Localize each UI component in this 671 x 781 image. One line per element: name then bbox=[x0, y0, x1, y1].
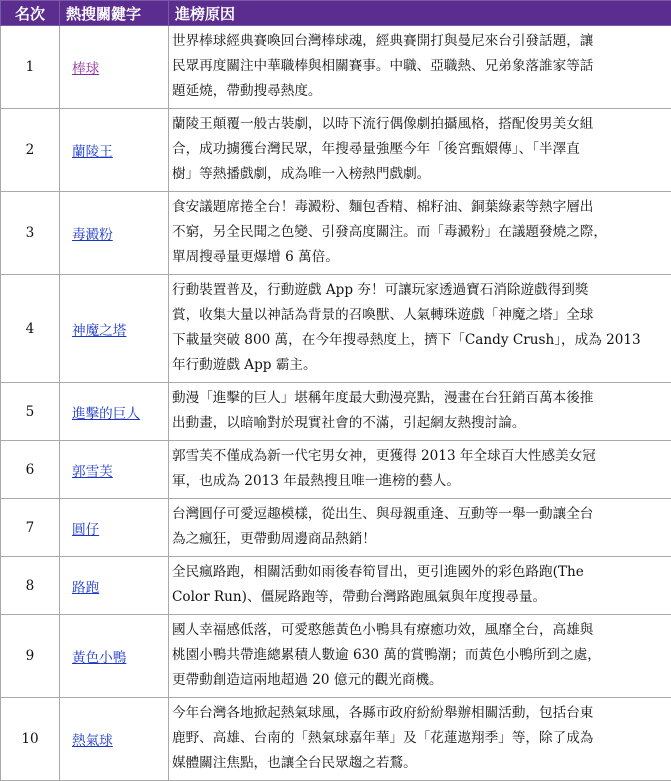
reason-line: 蘭陵王顛覆一般古裝劇，以時下流行偶像劇拍攝風格，搭配俊男美女組 bbox=[172, 112, 671, 137]
keyword-cell bbox=[60, 698, 169, 781]
reason-line: 國人幸福感低落，可愛憨態黃色小鴨具有療癒功效，風靡全台，高雄與 bbox=[172, 618, 671, 643]
reason-line: 今年台灣各地掀起熱氣球風，各縣市政府紛紛舉辦相關活動，包括台東 bbox=[172, 701, 671, 726]
rank-cell: 1 bbox=[1, 26, 60, 109]
rank-cell: 3 bbox=[1, 192, 60, 275]
reason-line: 樹」等熱播戲劇，成為唯一入榜熱門戲劇。 bbox=[172, 162, 671, 187]
table-row bbox=[1, 499, 671, 557]
table-row bbox=[1, 275, 671, 383]
rank-cell: 7 bbox=[1, 499, 60, 557]
reason-line: 為之瘋狂，更帶動周邊商品熱銷！ bbox=[172, 527, 671, 552]
keyword-link[interactable]: 蘭陵王 bbox=[72, 144, 113, 160]
keyword-cell bbox=[60, 275, 169, 383]
table-row bbox=[1, 109, 671, 192]
reason-line: 行動裝置普及，行動遊戲 App 夯！可讓玩家透過寶石消除遊戲得到獎 bbox=[172, 278, 671, 303]
header-row bbox=[1, 1, 671, 26]
reason-cell bbox=[169, 615, 671, 698]
reason-cell bbox=[169, 557, 671, 615]
reason-line: 民眾再度關注中華職棒與相關賽事。中職、亞職熱、兄弟象落誰家等話 bbox=[172, 54, 671, 79]
reason-line: 不窮，另全民聞之色變、引發高度關注。而「毒澱粉」在議題發燒之際， bbox=[172, 220, 671, 245]
reason-line: 食安議題席捲全台！毒澱粉、麵包香精、棉籽油、銅葉綠素等熱字層出 bbox=[172, 195, 671, 220]
keyword-cell bbox=[60, 441, 169, 499]
keyword-link[interactable]: 神魔之塔 bbox=[72, 323, 126, 339]
table-row bbox=[1, 698, 671, 781]
keyword-link[interactable]: 進擊的巨人 bbox=[72, 406, 140, 422]
reason-line: 媒體關注焦點，也讓全台民眾趨之若鶩。 bbox=[172, 751, 671, 776]
rank-cell: 8 bbox=[1, 557, 60, 615]
table-row bbox=[1, 192, 671, 275]
keyword-cell bbox=[60, 192, 169, 275]
reason-cell bbox=[169, 383, 671, 441]
header-keyword: 熱搜關鍵字 bbox=[60, 1, 169, 26]
reason-cell bbox=[169, 26, 671, 109]
reason-line: 題延燒，帶動搜尋熱度。 bbox=[172, 79, 671, 104]
reason-line: 出動畫，以暗喻對於現實社會的不滿，引起網友熱搜討論。 bbox=[172, 411, 671, 436]
rank-cell: 2 bbox=[1, 109, 60, 192]
keyword-cell bbox=[60, 26, 169, 109]
reason-cell bbox=[169, 441, 671, 499]
keyword-link[interactable]: 郭雪芙 bbox=[72, 464, 113, 480]
reason-line: 世界棒球經典賽喚回台灣棒球魂，經典賽開打與曼尼來台引發話題，讓 bbox=[172, 29, 671, 54]
rank-cell: 6 bbox=[1, 441, 60, 499]
keyword-cell bbox=[60, 383, 169, 441]
reason-line: Color Run)、僵屍路跑等，帶動台灣路跑風氣與年度搜尋量。 bbox=[172, 585, 671, 610]
keyword-cell bbox=[60, 615, 169, 698]
reason-line: 郭雪芙不僅成為新一代宅男女神，更獲得 2013 年全球百大性感美女冠 bbox=[172, 444, 671, 469]
keyword-link[interactable]: 棒球 bbox=[72, 61, 99, 77]
reason-cell bbox=[169, 698, 671, 781]
reason-line: 全民瘋路跑，相關活動如雨後春筍冒出，更引進國外的彩色路跑(The bbox=[172, 560, 671, 585]
table-row bbox=[1, 383, 671, 441]
table-row bbox=[1, 557, 671, 615]
table-row bbox=[1, 615, 671, 698]
rank-cell: 10 bbox=[1, 698, 60, 781]
rank-cell: 5 bbox=[1, 383, 60, 441]
reason-line: 動漫「進擊的巨人」堪稱年度最大動漫亮點，漫畫在台狂銷百萬本後推 bbox=[172, 386, 671, 411]
reason-line: 桃園小鴨共帶進總累積人數逾 630 萬的賞鴨潮；而黃色小鴨所到之處， bbox=[172, 643, 671, 668]
keyword-cell bbox=[60, 109, 169, 192]
reason-cell bbox=[169, 499, 671, 557]
keyword-link[interactable]: 路跑 bbox=[72, 580, 99, 596]
header-rank: 名次 bbox=[1, 1, 60, 26]
reason-line: 合，成功擄獲台灣民眾，年搜尋量強壓今年「後宮甄嬛傳」、「半澤直 bbox=[172, 137, 671, 162]
table-row bbox=[1, 26, 671, 109]
rank-cell: 4 bbox=[1, 275, 60, 383]
reason-cell bbox=[169, 275, 671, 383]
reason-line: 鹿野、高雄、台南的「熱氣球嘉年華」及「花蓮遨翔季」等，除了成為 bbox=[172, 726, 671, 751]
reason-line: 賞，收集大量以神話為背景的召喚獸、人氣轉珠遊戲「神魔之塔」全球 bbox=[172, 303, 671, 328]
keyword-link[interactable]: 熱氣球 bbox=[72, 733, 113, 749]
reason-cell bbox=[169, 192, 671, 275]
keyword-link[interactable]: 黃色小鴨 bbox=[72, 650, 126, 666]
keyword-link[interactable]: 圓仔 bbox=[72, 522, 99, 538]
rank-cell: 9 bbox=[1, 615, 60, 698]
keyword-cell bbox=[60, 557, 169, 615]
reason-line: 台灣圓仔可愛逗趣模樣，從出生、與母親重逢、互動等一舉一動讓全台 bbox=[172, 502, 671, 527]
table-row bbox=[1, 441, 671, 499]
reason-line: 更帶動創造這兩地超過 20 億元的觀光商機。 bbox=[172, 668, 671, 693]
reason-line: 單周搜尋量更爆增 6 萬倍。 bbox=[172, 245, 671, 270]
reason-cell bbox=[169, 109, 671, 192]
reason-line: 軍，也成為 2013 年最熱搜且唯一進榜的藝人。 bbox=[172, 469, 671, 494]
reason-line: 下載量突破 800 萬，在今年搜尋熱度上，擠下「Candy Crush」，成為 2013 bbox=[172, 328, 671, 353]
keyword-link[interactable]: 毒澱粉 bbox=[72, 227, 113, 243]
reason-line: 年行動遊戲 App 霸主。 bbox=[172, 353, 671, 378]
header-reason: 進榜原因 bbox=[169, 1, 671, 26]
keyword-cell bbox=[60, 499, 169, 557]
